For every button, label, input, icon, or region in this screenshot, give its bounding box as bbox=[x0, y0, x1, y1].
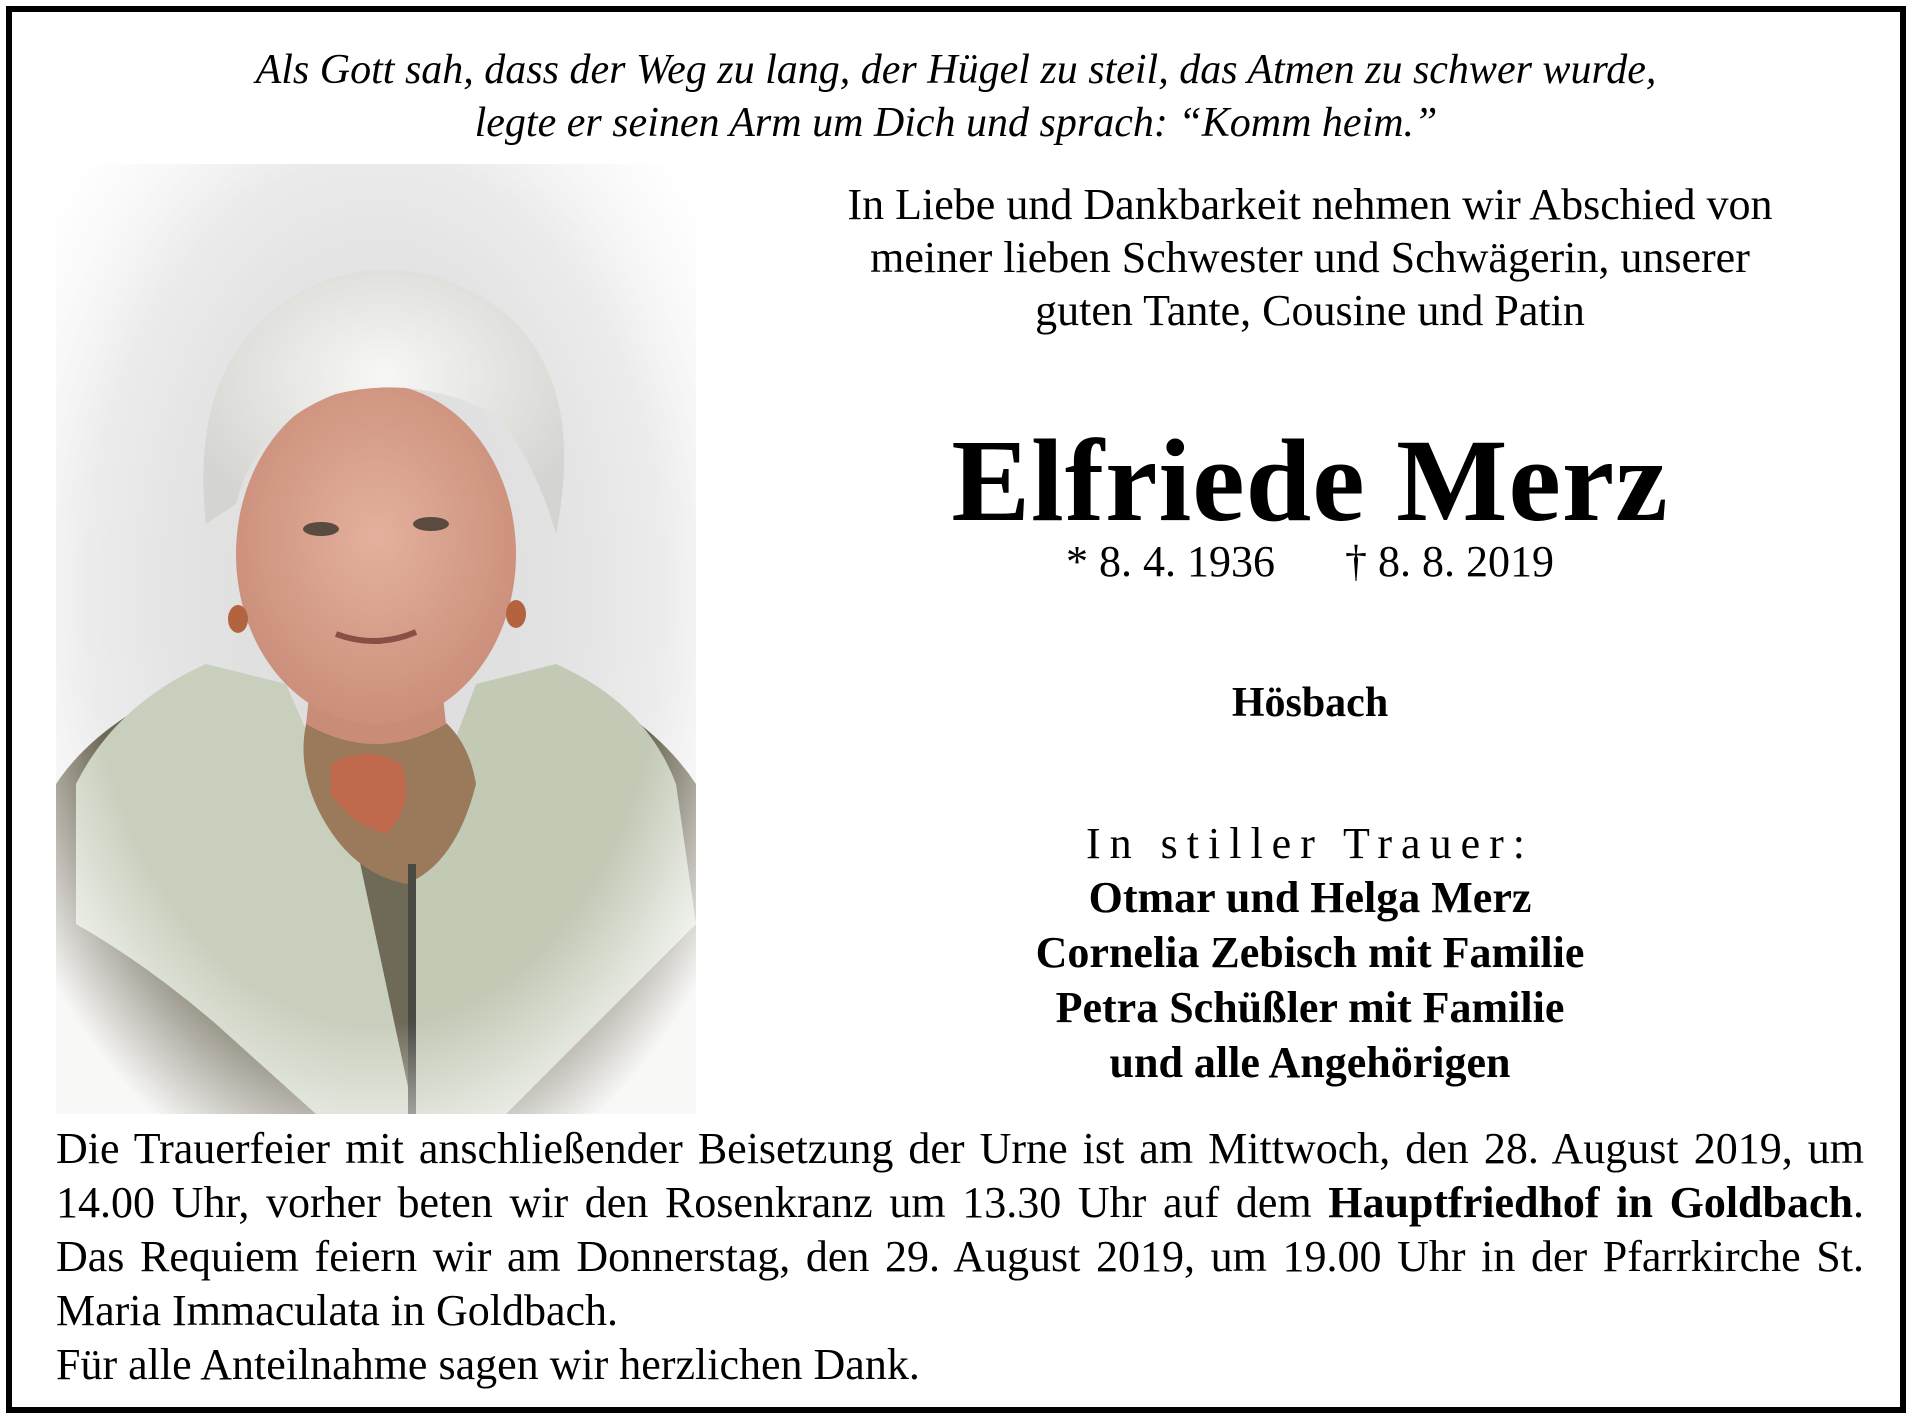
poem-line-1: Als Gott sah, dass der Weg zu lang, der Hügel zu steil, das Atmen zu schwer wurde, bbox=[255, 47, 1657, 93]
portrait-photo bbox=[56, 164, 696, 1114]
service-text-end: . Das Requiem feiern wir am Donnerstag, den 29. August 2019, um 19.00 Uhr in der Pfarrkirche St. Maria Immaculata in Goldbach. bbox=[56, 1178, 1864, 1335]
mourner-item: Otmar und Helga Merz bbox=[1088, 873, 1532, 922]
intro-line-2: meiner lieben Schwester und Schwägerin, unserer bbox=[870, 233, 1750, 282]
service-text-start: Die Trauerfeier mit anschließender Beisetzung der Urne ist am Mittwoch, den 28. August 2019, um 14.00 Uhr, vorher beten wir den Rosenkranz um 13.30 Uhr auf dem bbox=[56, 1124, 1864, 1227]
mourner-item: Petra Schüßler mit Familie bbox=[1055, 983, 1565, 1032]
memorial-poem bbox=[0, 44, 1912, 150]
thanks-line: Für alle Anteilnahme sagen wir herzlichen Dank. bbox=[56, 1340, 920, 1389]
poem-line-2: legte er seinen Arm um Dich und sprach: “Komm heim.” bbox=[474, 100, 1438, 146]
deceased-name: Elfriede Merz bbox=[951, 415, 1669, 546]
service-info bbox=[56, 1122, 1864, 1392]
life-dates bbox=[720, 536, 1900, 588]
hometown: Hösbach bbox=[1231, 680, 1389, 726]
birth-date: * 8. 4. 1936 bbox=[1066, 537, 1275, 586]
mourner-item: Cornelia Zebisch mit Familie bbox=[1035, 928, 1585, 977]
intro-line-1: In Liebe und Dankbarkeit nehmen wir Abschied von bbox=[847, 180, 1773, 229]
mourners-list bbox=[720, 870, 1900, 1090]
burial-location: Hauptfriedhof in Goldbach bbox=[1328, 1178, 1853, 1227]
mourner-item: und alle Angehörigen bbox=[1109, 1038, 1511, 1087]
death-date: † 8. 8. 2019 bbox=[1345, 537, 1554, 586]
portrait-illustration bbox=[56, 164, 696, 1114]
mourning-label: In stiller Trauer: bbox=[1086, 819, 1534, 868]
intro-line-3: guten Tante, Cousine und Patin bbox=[1035, 286, 1585, 335]
service-details bbox=[56, 1122, 1864, 1338]
farewell-intro bbox=[720, 178, 1900, 337]
